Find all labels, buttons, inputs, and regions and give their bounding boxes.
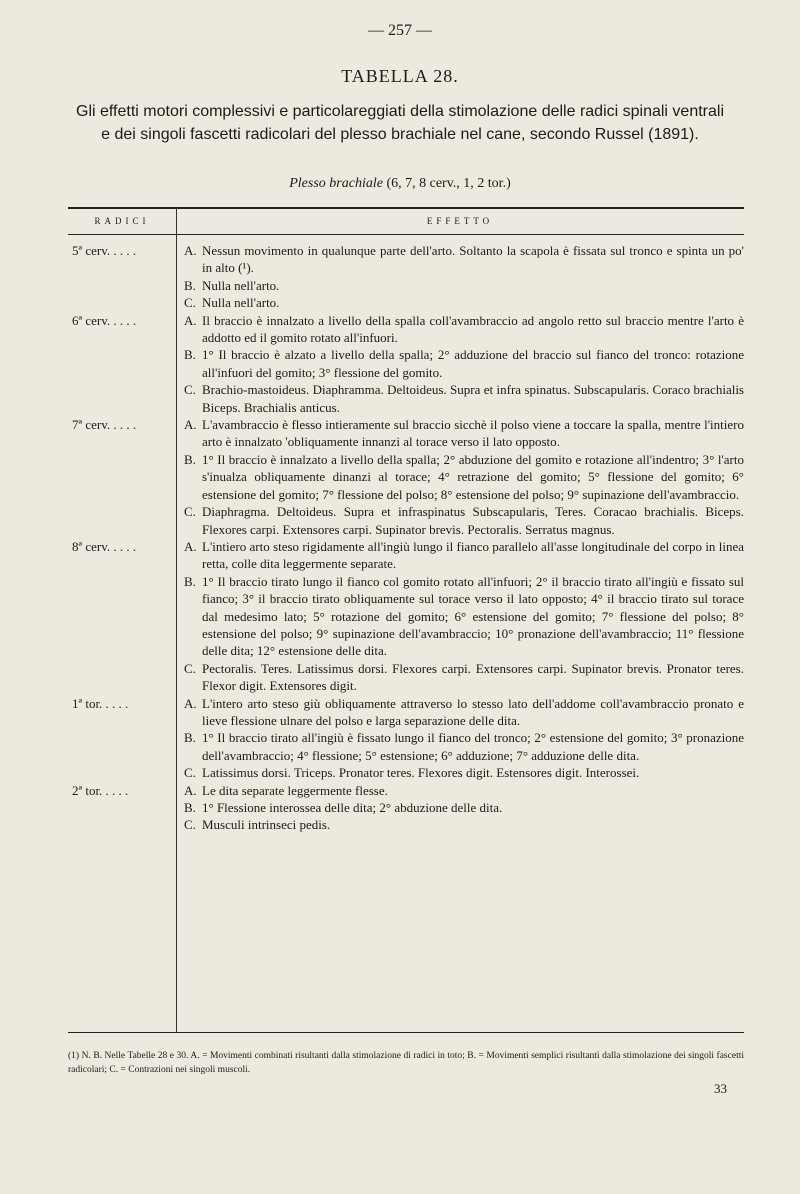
effect-text: L'avambraccio è flesso intieramente sul braccio sicchè il polso viene a toccare la spalla, mentre l'intiero arto è innalzato 'obliquamente innanzi al torace verso il lato opposto. [202,417,744,450]
effect-text: Latissimus dorsi. Triceps. Pronator teres. Flexores digit. Estensores digit. Interossei. [202,765,640,781]
effect-letter: B. [184,347,196,363]
effect-text: 1° Il braccio tirato all'ingiù è fissato lungo il fianco del tronco; 2° estensione del gomito; 3° pronazione dell'avambraccio; 4° flessione; 5° estensione; 6° adduzione; 7° adduzione delle dita. [202,730,744,763]
table-caption: Gli effetti motori complessivi e particolareggiati della stimolazione delle radici spinali ventrali e dei singoli fascetti radicolari del plesso brachiale nel cane, secondo Russel (1891). [76,103,724,143]
effect-letter: C. [184,504,196,520]
effect-letter: A. [184,782,197,798]
effect-letter: C. [184,817,196,833]
effect-item [184,346,744,381]
effect-letter: B. [184,730,196,746]
effect-letter: C. [184,660,196,676]
table-header [68,212,744,232]
table-row [68,538,744,695]
effect-item [184,538,744,573]
effect-item [184,242,744,277]
effect-item [184,816,744,833]
root-label: 7ª cerv. . . . . [72,417,137,433]
sheet-number: 33 [714,1081,727,1096]
effect-letter: A. [184,695,197,711]
root-label: 2ª tor. . . . . [72,782,129,798]
effect-item [184,381,744,416]
table-row [68,416,744,538]
effect-item [184,451,744,503]
header-effect: EFFETTO [426,216,494,226]
effect-text: 1° Il braccio è innalzato a livello della spalla; 2° abduzione del gomito e rotazione all'indentro; 3° l'arto s'inualza obliquamente dinanzi al torace; 4° retrazione del gomito; 5° flessione del gomito; 6° estensione del gomito; 7° flessione del polso; 8° estensione del polso; 9° supinazione dell'avambraccio. [202,451,744,502]
effect-item [184,277,744,294]
effect-item [184,764,744,781]
table-subcaption [0,176,800,192]
effect-letter: B. [184,573,196,589]
effect-text: Diaphragma. Deltoideus. Supra et infraspinatus Subscapularis, Teres. Coracao brachialis. Biceps. Flexores carpi. Extensores carpi. Supinator brevis. Pectoralis. Serratus magnus. [202,504,744,537]
effect-text: 1° Il braccio è alzato a livello della spalla; 2° adduzione del braccio sul fianco del tronco: rotazione all'infuori del gomito; 3° flessione del gomito. [202,347,744,380]
page-number: — 257 — [368,22,432,39]
subcaption-label: Plesso brachiale [289,176,383,191]
table-bottom-rule [68,1032,744,1033]
effect-text: Nulla nell'arto. [202,277,280,293]
root-label: 6ª cerv. . . . . [72,312,137,328]
table-top-rule [68,207,744,209]
root-label: 1ª tor. . . . . [72,695,129,711]
effect-letter: A. [184,417,197,433]
effect-item [184,729,744,764]
table-title: TABELLA 28. [341,66,459,86]
effect-item [184,782,744,799]
table-row [68,695,744,782]
effect-text: Musculi intrinseci pedis. [202,817,331,833]
header-roots: RADICI [94,216,150,226]
effect-item [184,503,744,538]
effect-letter: C. [184,295,196,311]
effect-letter: B. [184,451,196,467]
effects-list [184,695,744,782]
effects-list [184,312,744,416]
root-label: 8ª cerv. . . . . [72,538,137,554]
effect-letter: B. [184,277,196,293]
table-row [68,242,744,312]
effect-item [184,416,744,451]
effect-letter: A. [184,312,197,328]
effect-letter: C. [184,765,196,781]
table-body [68,242,744,834]
effect-letter: C. [184,382,196,398]
effect-text: Le dita separate leggermente flesse. [202,782,388,798]
effects-list [184,242,744,312]
effects-list [184,782,744,834]
table-row [68,312,744,416]
effect-text: 1° Il braccio tirato lungo il fianco col gomito rotato all'infuori; 2° il braccio tirato all'ingiù e fissato sul fianco; 3° il braccio tirato obliquamente sul torace verso il lato opposto; 4° il braccio tirato sul torace dal medesimo lato; 5° rotazione del gomito; 6° estensione del gomito; 7° flessione del polso; 8° estensione del polso; 9° supinazione dell'avambraccio; 10° pronazione dell'avambraccio; 11° flessione delle dita; 12° estensione delle dita. [202,573,744,659]
effect-text: Brachio-mastoideus. Diaphramma. Deltoideus. Supra et infra spinatus. Subscapularis. Coraco brachialis Biceps. Brachialis anticus. [202,382,744,415]
effect-letter: A. [184,538,197,554]
effect-text: Pectoralis. Teres. Latissimus dorsi. Flexores carpi. Extensores carpi. Supinator brevis. Pronator teres. Flexor digit. Extensores digit. [202,660,744,694]
effect-item [184,660,744,695]
effect-item [184,573,744,660]
effect-letter: A. [184,243,197,258]
footnote: (1) N. B. Nelle Tabelle 28 e 30. A. = Movimenti combinati risultanti dalla stimolazione di radici in toto; B. = Movimenti semplici risultanti dalla stimolazione dei singoli fascetti radicolari; C. = Contrazioni nei singoli muscoli. [68,1051,744,1075]
root-label: 5ª cerv. . . . . [72,243,137,258]
effect-text: Nulla nell'arto. [202,295,280,311]
table-header-rule [68,234,744,235]
effect-text: 1° Flessione interossea delle dita; 2° abduzione delle dita. [202,800,503,815]
effect-text: Nessun movimento in qualunque parte dell'arto. Soltanto la scapola è fissata sul tronco e spinta un po' in alto (¹). [202,243,744,276]
effects-list [184,538,744,695]
effect-item [184,799,744,816]
effect-text: Il braccio è innalzato a livello della spalla coll'avambraccio ad angolo retto sul braccio mentre l'arto è addotto ed il gomito rotato all'infuori. [202,312,744,346]
subcaption-detail: (6, 7, 8 cerv., 1, 2 tor.) [386,176,511,191]
effect-text: L'intero arto steso giù obliquamente attraverso lo stesso lato dell'addome coll'avambraccio pronato e lieve flessione ulnare del polso e larga separazione delle dita. [202,695,744,728]
table-row [68,782,744,834]
effect-text: L'intiero arto steso rigidamente all'ingiù lungo il fianco parallelo all'asse longitudinale del corpo in linea retta, colle dita leggermente separate. [202,538,744,572]
effect-item [184,312,744,347]
effects-list [184,416,744,538]
effect-letter: B. [184,800,196,815]
effect-item [184,294,744,311]
effect-item [184,695,744,730]
